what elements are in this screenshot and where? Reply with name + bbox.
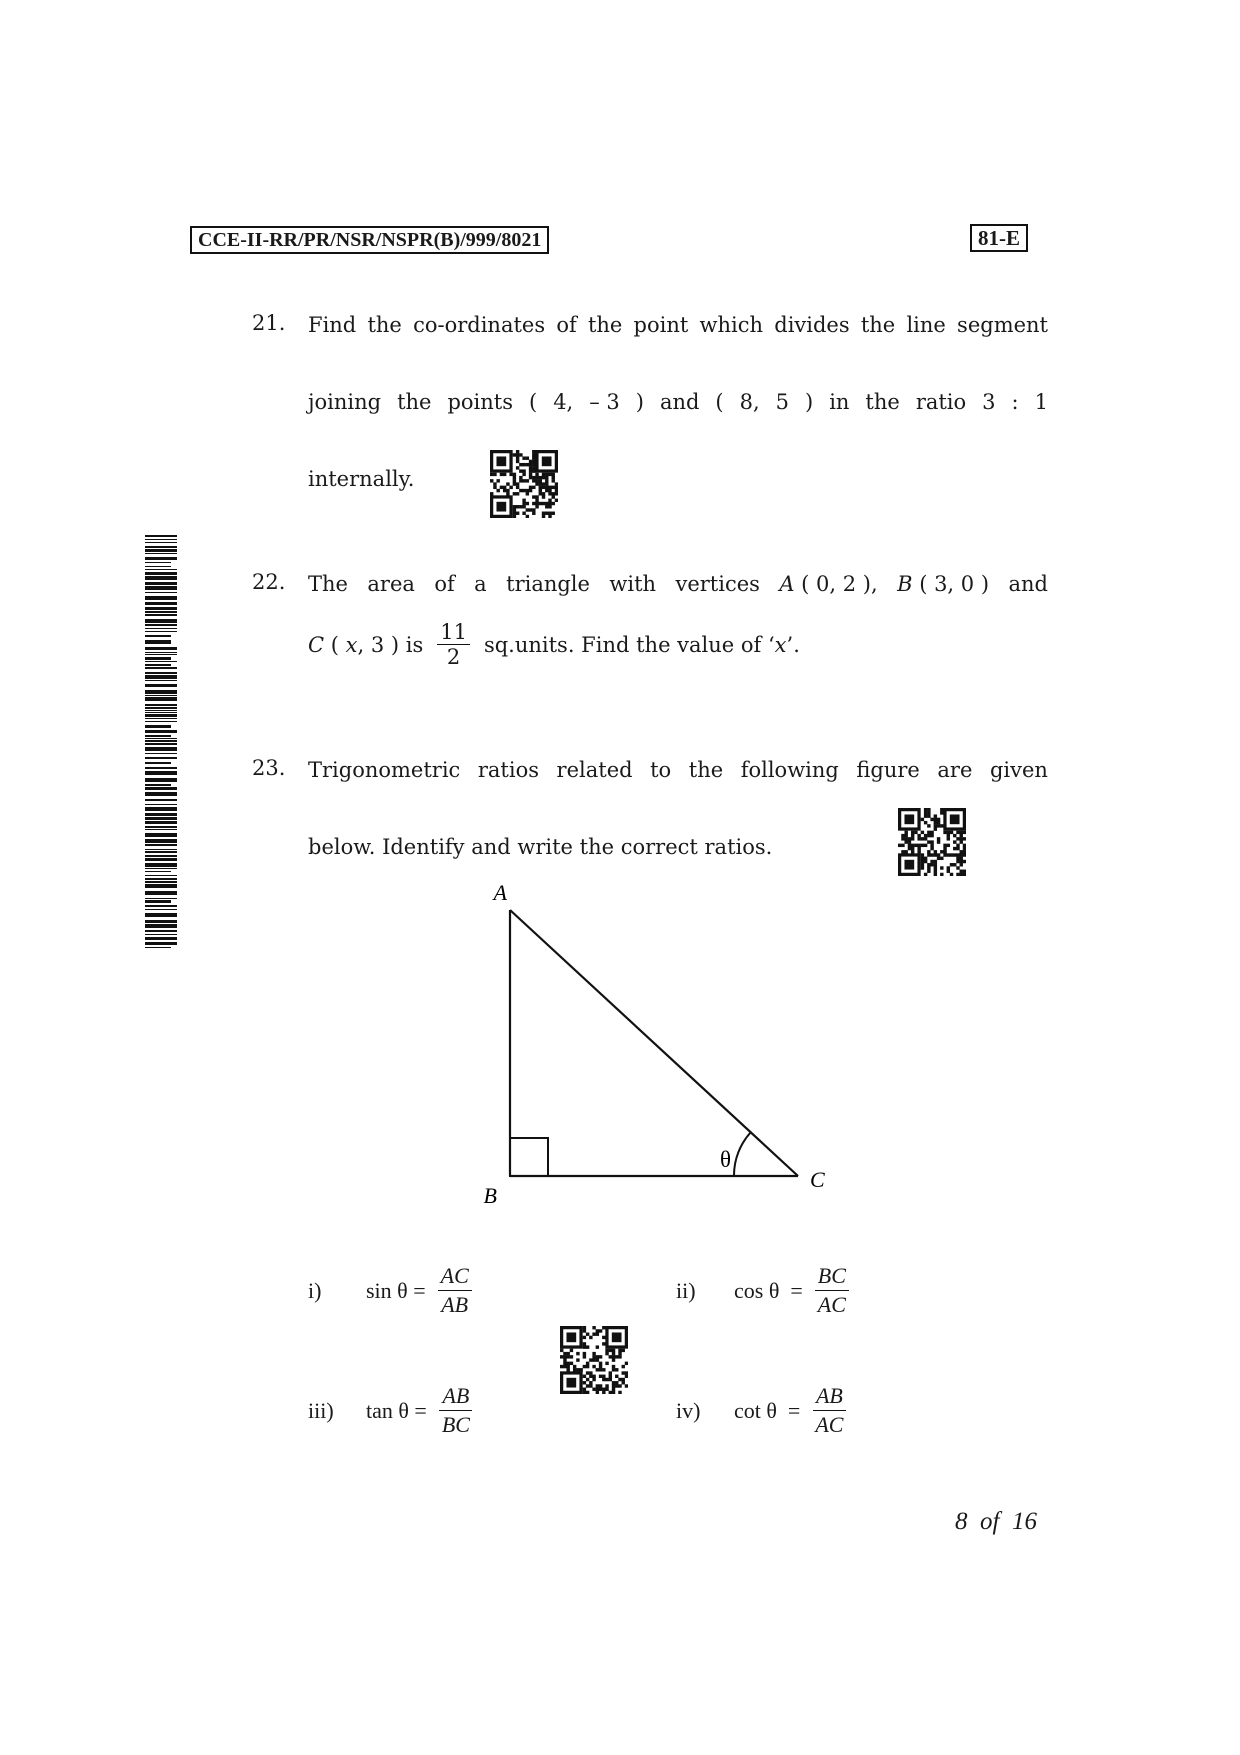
q23-line2: below. Identify and write the correct ratios.	[308, 835, 773, 859]
theta-label: θ	[720, 1147, 732, 1172]
barcode-stripe	[145, 712, 177, 713]
barcode-stripe	[145, 654, 177, 655]
question-number-22: 22.	[252, 570, 286, 594]
word: divides	[774, 313, 850, 337]
barcode-stripe	[145, 624, 177, 626]
word: Trigonometric	[308, 758, 461, 782]
barcode-image	[145, 535, 177, 950]
barcode-stripe	[145, 607, 177, 610]
trig-function: tan θ =	[366, 1397, 427, 1423]
vertex-a-label: A	[493, 880, 507, 905]
page-number: 8 of 16	[955, 1508, 1037, 1535]
ratio-numerator: AB	[439, 1382, 472, 1411]
barcode-stripe	[145, 667, 177, 669]
barcode-stripe	[145, 863, 177, 867]
word: line	[906, 313, 946, 337]
barcode-stripe	[145, 647, 177, 650]
barcode-stripe	[145, 553, 177, 554]
barcode-stripe	[145, 539, 177, 540]
right-angle-mark	[510, 1138, 548, 1176]
barcode-stripe	[145, 549, 177, 552]
q22-var-x: x	[345, 632, 358, 657]
barcode-stripe	[145, 635, 171, 637]
word: the	[688, 758, 724, 782]
barcode-stripe	[145, 704, 177, 706]
barcode-stripe	[145, 934, 177, 935]
word: figure	[856, 758, 920, 782]
barcode-stripe	[145, 725, 171, 728]
vertex-c-label: C	[810, 1167, 825, 1192]
barcode-stripe	[145, 697, 177, 701]
barcode-stripe	[145, 813, 177, 816]
word: triangle	[506, 572, 590, 596]
barcode-stripe	[145, 900, 171, 903]
option-iii	[308, 1382, 473, 1439]
barcode-stripe	[145, 611, 177, 613]
word: the	[587, 313, 623, 337]
barcode-stripe	[145, 821, 177, 825]
barcode-stripe	[145, 735, 171, 737]
barcode-stripe	[145, 771, 177, 775]
q22-line2	[308, 620, 800, 669]
qr-code-icon	[898, 808, 966, 876]
barcode-stripe	[145, 557, 177, 560]
barcode-stripe	[145, 652, 177, 653]
q22-text-sq-units: sq.units. Find the value of ‘	[483, 632, 775, 657]
barcode-stripe	[145, 799, 177, 801]
word: )	[805, 390, 814, 414]
word: and	[1008, 572, 1048, 596]
ratio-fraction	[815, 1262, 849, 1319]
word: following	[740, 758, 839, 782]
trig-function: sin θ =	[366, 1277, 426, 1303]
word: which	[699, 313, 764, 337]
barcode-stripe	[145, 747, 177, 751]
word: ratios	[477, 758, 539, 782]
barcode-stripe	[145, 767, 177, 769]
word: joining	[308, 390, 382, 414]
barcode-stripe	[145, 576, 177, 580]
barcode-stripe	[145, 714, 177, 717]
barcode-stripe	[145, 542, 177, 543]
barcode-stripe	[145, 875, 177, 876]
qr-code-icon	[560, 1326, 628, 1394]
option-number: iii)	[308, 1397, 334, 1423]
barcode-stripe	[145, 707, 177, 709]
barcode-stripe	[145, 690, 177, 694]
word: given	[989, 758, 1048, 782]
word: are	[937, 758, 973, 782]
question-number-21: 21.	[252, 311, 286, 335]
word: the	[397, 390, 432, 414]
q22-line1	[308, 570, 1048, 598]
word: the	[865, 390, 900, 414]
barcode-stripe	[145, 684, 177, 687]
barcode-stripe	[145, 628, 177, 630]
barcode-stripe	[145, 721, 177, 722]
barcode-stripe	[145, 675, 177, 679]
barcode-stripe	[145, 878, 177, 880]
option-number: iv)	[676, 1397, 701, 1423]
barcode-stripe	[145, 924, 177, 928]
word: ratio	[915, 390, 967, 414]
q21-line2	[308, 388, 1048, 416]
word: and	[659, 390, 700, 414]
barcode-stripe	[145, 881, 177, 883]
barcode-stripe	[145, 631, 177, 632]
barcode-stripe	[145, 614, 177, 616]
option-iv	[676, 1382, 846, 1439]
barcode-stripe	[145, 710, 177, 711]
q22-frac-numerator: 11	[437, 620, 470, 645]
barcode-stripe	[145, 582, 177, 585]
subject-code: 81-E	[970, 224, 1028, 252]
barcode-stripe	[145, 757, 177, 759]
word: with	[609, 572, 657, 596]
barcode-stripe	[145, 738, 177, 739]
barcode-stripe	[145, 596, 177, 600]
barcode-stripe	[145, 947, 171, 948]
barcode-stripe	[145, 572, 177, 575]
word: co-ordinates	[413, 313, 546, 337]
barcode-stripe	[145, 787, 177, 790]
side-ac	[510, 910, 798, 1176]
barcode-stripe	[145, 535, 177, 537]
angle-arc	[734, 1132, 751, 1176]
barcode-stripe	[145, 804, 177, 805]
barcode-stripe	[145, 871, 171, 872]
barcode-stripe	[145, 913, 177, 917]
barcode-stripe	[145, 718, 177, 719]
word: 3	[982, 390, 996, 414]
barcode-stripe	[145, 905, 177, 907]
barcode-stripe	[145, 937, 177, 940]
word: :	[1011, 390, 1019, 414]
barcode-stripe	[145, 672, 177, 674]
barcode-stripe	[145, 833, 177, 837]
barcode-stripe	[145, 562, 171, 563]
barcode-stripe	[145, 891, 177, 895]
barcode-stripe	[145, 930, 177, 932]
word: 1	[1034, 390, 1048, 414]
qr-code-icon	[490, 450, 558, 518]
barcode-stripe	[145, 898, 177, 899]
ratio-denominator: AB	[441, 1292, 469, 1317]
word: points	[447, 390, 514, 414]
barcode-stripe	[145, 778, 177, 782]
barcode-stripe	[145, 664, 171, 666]
ratio-fraction	[438, 1262, 472, 1319]
word: related	[556, 758, 633, 782]
barcode-stripe	[145, 817, 177, 820]
barcode-stripe	[145, 569, 177, 570]
word: The	[308, 572, 348, 596]
barcode-stripe	[145, 839, 177, 843]
word: of	[434, 572, 455, 596]
barcode-stripe	[145, 792, 177, 796]
question-number-23: 23.	[252, 756, 286, 780]
barcode-stripe	[145, 566, 171, 567]
barcode-stripe	[145, 640, 171, 644]
barcode-stripe	[145, 942, 177, 945]
word: 5	[775, 390, 790, 414]
word: 4,	[553, 390, 574, 414]
word: segment	[957, 313, 1048, 337]
word: in	[829, 390, 850, 414]
word: 8,	[739, 390, 760, 414]
trig-function: cos θ =	[734, 1277, 803, 1303]
word: a	[474, 572, 487, 596]
barcode-stripe	[145, 855, 177, 857]
barcode-stripe	[145, 753, 177, 754]
ratio-denominator: AC	[815, 1412, 844, 1437]
barcode-stripe	[145, 546, 177, 548]
barcode-stripe	[145, 920, 177, 923]
barcode-stripe	[145, 743, 177, 745]
barcode-stripe	[145, 784, 171, 786]
vertex-b-label: B	[483, 1183, 497, 1208]
q22-var-c: C	[308, 632, 325, 657]
word: (	[715, 390, 724, 414]
barcode-stripe	[145, 807, 177, 811]
word: of	[556, 313, 577, 337]
word: – 3	[589, 390, 620, 414]
barcode-stripe	[145, 868, 177, 869]
barcode-stripe	[145, 829, 177, 830]
barcode-stripe	[145, 762, 171, 764]
option-number: ii)	[676, 1277, 696, 1303]
q22-var-x2: x	[774, 632, 787, 657]
barcode-stripe	[145, 730, 177, 733]
word: the	[860, 313, 896, 337]
word: point	[633, 313, 689, 337]
barcode-stripe	[145, 619, 177, 623]
option-ii	[676, 1262, 849, 1319]
ratio-denominator: AC	[817, 1292, 846, 1317]
barcode-stripe	[145, 909, 177, 910]
word: vertices	[675, 572, 760, 596]
q21-line1	[308, 311, 1048, 339]
barcode-stripe	[145, 851, 177, 853]
barcode-stripe	[145, 695, 177, 696]
triangle-figure	[470, 880, 840, 1210]
word: B ( 3, 0 )	[897, 572, 990, 596]
paper-code: CCE-II-RR/PR/NSR/NSPR(B)/999/8021	[190, 226, 549, 254]
barcode-stripe	[145, 884, 177, 888]
barcode-stripe	[145, 740, 177, 742]
ratio-fraction	[812, 1382, 846, 1439]
barcode-stripe	[145, 826, 177, 828]
ratio-fraction	[439, 1382, 473, 1439]
word: area	[367, 572, 415, 596]
word: to	[650, 758, 672, 782]
q22-text-is: , 3 ) is	[357, 632, 424, 657]
option-i	[308, 1262, 472, 1319]
barcode-stripe	[145, 602, 177, 605]
barcode-stripe	[145, 844, 177, 846]
word: Find	[308, 313, 357, 337]
q23-line1	[308, 756, 1048, 784]
q22-paren: (	[324, 632, 346, 657]
word: the	[367, 313, 402, 337]
option-number: i)	[308, 1277, 322, 1303]
q22-frac-denominator: 2	[446, 645, 461, 669]
word: A ( 0, 2 ),	[779, 572, 878, 596]
barcode-stripe	[145, 858, 177, 861]
trig-function: cot θ =	[734, 1397, 801, 1423]
barcode-stripe	[145, 849, 177, 850]
ratio-numerator: BC	[815, 1262, 849, 1291]
ratio-numerator: AC	[438, 1262, 472, 1291]
barcode-stripe	[145, 586, 177, 590]
ratio-denominator: BC	[441, 1412, 470, 1437]
word: (	[529, 390, 538, 414]
ratio-numerator: AB	[813, 1382, 846, 1411]
word: )	[635, 390, 644, 414]
q22-text-end: ’.	[786, 632, 800, 657]
barcode-stripe	[145, 657, 171, 660]
barcode-stripe	[145, 680, 177, 681]
barcode-stripe	[145, 592, 177, 593]
barcode-stripe	[145, 661, 177, 662]
q21-line3: internally.	[308, 467, 415, 491]
q22-fraction	[437, 620, 470, 669]
